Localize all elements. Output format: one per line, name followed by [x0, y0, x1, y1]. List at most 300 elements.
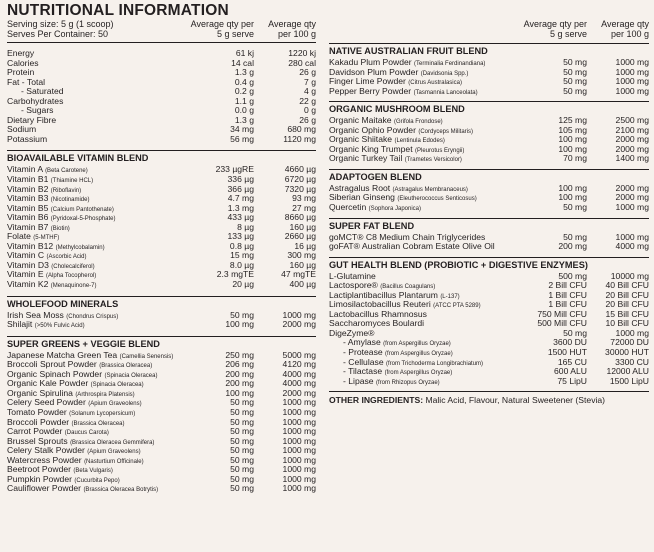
ingredient-label: Organic King Trumpet: [329, 143, 413, 154]
qty-per-100g: 4120 mg: [282, 359, 316, 370]
qty-per-serve: 50 mg: [563, 231, 587, 242]
ingredient-name: [343, 377, 440, 389]
table-row: [329, 242, 649, 252]
section-title: SUPER GREENS + VEGGIE BLEND: [7, 336, 316, 351]
col-b-line1: Average qty: [601, 19, 649, 29]
qty-per-100g: 160 µg: [289, 259, 316, 270]
ingredient-label: Brussel Sprouts: [7, 435, 68, 446]
table-row: [7, 484, 316, 494]
ingredient-source: (Beta Carotene): [45, 168, 88, 175]
qty-per-serve: 50 mg: [563, 202, 587, 213]
qty-per-100g: 16 µg: [294, 240, 316, 251]
ingredient-label: Vitamin B5: [7, 202, 49, 213]
qty-per-100g: 160 µg: [289, 221, 316, 232]
ingredient-source: (from Aspergillus Oryzae): [383, 341, 451, 348]
qty-per-serve: 200 mg: [558, 241, 587, 252]
ingredient-label: Celery Stalk Powder: [7, 445, 85, 456]
qty-per-serve: 56 mg: [230, 133, 254, 144]
ingredient-label: Carbohydrates: [7, 95, 64, 106]
ingredient-label: Broccoli Powder: [7, 416, 70, 427]
section-title: WHOLEFOOD MINERALS: [7, 296, 316, 311]
right-blocks: [329, 43, 649, 405]
ingredient-source: (Terminalia Ferdinandiana): [414, 61, 486, 67]
qty-per-100g: 1000 mg: [615, 76, 649, 87]
blend-section: [7, 150, 316, 289]
ingredient-name: [329, 87, 478, 99]
qty-per-serve: 336 µg: [227, 174, 254, 185]
ingredient-source: (Brassica Oleracea): [71, 420, 125, 427]
qty-per-serve: 50 mg: [563, 85, 587, 96]
ingredient-source: (Methylcobalamin): [55, 244, 105, 251]
qty-per-serve: 0.0 g: [234, 105, 254, 116]
table-row: [7, 165, 316, 175]
qty-per-100g: 1000 mg: [282, 406, 316, 417]
servings-per-container: Serves Per Container: 50: [7, 29, 109, 39]
qty-per-serve: 50 mg: [230, 397, 254, 408]
qty-per-serve: 750 Mill CFU: [537, 308, 587, 319]
ingredient-label: Lactobacillus Rhamnosus: [329, 308, 427, 319]
ingredient-label: - Cellulase: [343, 356, 384, 367]
ingredient-label: Organic Spirulina: [7, 387, 73, 398]
qty-per-serve: 250 mg: [225, 349, 254, 360]
ingredient-source: (Solanum Lycopersicum): [69, 410, 136, 417]
qty-per-serve: 50 mg: [230, 426, 254, 437]
qty-per-serve: 0.8 µg: [229, 240, 254, 251]
qty-per-serve: 100 mg: [558, 182, 587, 193]
qty-per-serve: 105 mg: [558, 124, 587, 135]
qty-per-serve: 3600 DU: [553, 337, 587, 348]
ingredient-label: Kakadu Plum Powder: [329, 57, 412, 67]
ingredient-label: Siberian Ginseng: [329, 192, 395, 203]
ingredient-source: (from Aspergillus Oryzae): [385, 351, 453, 358]
ingredient-source: (Citrus Australasica): [408, 80, 462, 87]
ingredient-label: Calories: [7, 57, 39, 68]
ingredient-source: (Camellia Senensis): [119, 353, 174, 360]
qty-per-100g: 93 mg: [292, 193, 316, 204]
qty-per-serve: 1.3 g: [234, 67, 254, 78]
qty-per-serve: 50 mg: [230, 445, 254, 456]
qty-per-100g: 400 µg: [289, 279, 316, 290]
qty-per-100g: 10 Bill CFU: [605, 318, 649, 329]
ingredient-label: Limosilactobacillus Reuteri: [329, 299, 431, 310]
ingredient-source: (Menaquinone-7): [50, 283, 97, 290]
blend-section: [329, 169, 649, 213]
qty-per-100g: 2660 µg: [284, 231, 316, 242]
ingredient-source: (Cordyceps Militaris): [418, 128, 474, 135]
qty-per-100g: 1000 mg: [282, 397, 316, 408]
ingredient-source: (Chondrus Crispus): [66, 313, 119, 320]
ingredient-source: (Bacillus Coagulans): [380, 284, 436, 291]
ingredient-label: Quercetin: [329, 202, 367, 213]
table-row: [7, 223, 316, 233]
qty-per-serve: 100 mg: [558, 143, 587, 154]
ingredient-label: Carrot Powder: [7, 426, 63, 437]
table-row: [329, 319, 649, 329]
ingredient-source: (Brassica Oleracea Botrytis): [83, 487, 159, 494]
qty-per-100g: 26 g: [299, 67, 316, 78]
qty-per-100g: 1000 mg: [615, 85, 649, 96]
col-b-line1: Average qty: [268, 19, 316, 29]
qty-per-100g: 1000 mg: [282, 435, 316, 446]
qty-per-serve: 2.3 mgTE: [216, 269, 254, 280]
table-row: [7, 194, 316, 204]
qty-per-serve: 366 µg: [227, 183, 254, 194]
qty-per-serve: 133 µg: [227, 231, 254, 242]
ingredient-label: Vitamin C: [7, 250, 45, 261]
ingredient-label: Watercress Powder: [7, 454, 82, 465]
qty-per-100g: 2000 mg: [615, 134, 649, 145]
col-a-line1: Average qty per: [190, 19, 254, 29]
table-row: [7, 311, 316, 321]
ingredient-source: (Astragalus Membranaceus): [392, 186, 468, 193]
ingredient-label: Vitamin B7: [7, 221, 49, 232]
table-row: [329, 154, 649, 164]
qty-per-serve: 0.4 g: [234, 76, 254, 87]
qty-per-100g: 27 mg: [292, 202, 316, 213]
ingredient-label: Organic Ophio Powder: [329, 124, 416, 135]
blend-section: [7, 296, 316, 330]
col-a-line2: 5 g serve: [549, 29, 587, 39]
ingredient-source: (Ascorbic Acid): [46, 254, 87, 261]
ingredient-label: Pumpkin Powder: [7, 473, 72, 484]
qty-per-100g: 1000 mg: [282, 309, 316, 320]
ingredient-source: (Riboflavin): [50, 187, 82, 194]
ingredient-source: (Nasturtium Officinale): [84, 458, 144, 465]
qty-per-100g: 3300 CU: [615, 356, 649, 367]
table-row: [7, 185, 316, 195]
qty-per-100g: 20 Bill CFU: [605, 299, 649, 310]
table-row: [7, 251, 316, 261]
table-row: [7, 261, 316, 271]
ingredient-name: [329, 154, 462, 166]
table-row: [7, 68, 316, 78]
qty-per-serve: 0.2 g: [234, 86, 254, 97]
ingredient-label: Vitamin B2: [7, 183, 49, 194]
ingredient-source: (Sophora Japonica): [368, 206, 422, 213]
qty-per-100g: 1000 mg: [615, 57, 649, 67]
ingredient-source: (Lentinula Edodes): [394, 138, 445, 145]
ingredient-source: (Eleutherococcus Senticosus): [397, 196, 477, 203]
ingredient-label: Astragalus Root: [329, 182, 391, 193]
ingredient-source: (Thiamine HCL): [50, 178, 94, 185]
qty-per-100g: 1400 mg: [615, 153, 649, 164]
ingredient-source: (Spinacia Oleracea): [90, 382, 144, 389]
qty-per-serve: 50 mg: [230, 416, 254, 427]
section-title: BIOAVAILABLE VITAMIN BLEND: [7, 150, 316, 165]
table-row: [7, 280, 316, 290]
qty-per-serve: 433 µg: [227, 212, 254, 223]
ingredient-source: (Daucus Carota): [64, 430, 109, 437]
qty-per-serve: 100 mg: [225, 387, 254, 398]
ingredient-label: Folate: [7, 231, 31, 242]
qty-per-100g: 30000 HUT: [605, 347, 649, 358]
col-a-line2: 5 g serve: [216, 29, 254, 39]
qty-per-serve: 125 mg: [558, 115, 587, 126]
qty-per-100g: 1000 mg: [282, 464, 316, 475]
qty-per-100g: 40 Bill CFU: [605, 280, 649, 291]
qty-per-100g: 2000 mg: [282, 387, 316, 398]
col-b-line2: per 100 g: [277, 29, 316, 39]
ingredient-source: (Apium Graveolens): [87, 449, 141, 456]
ingredient-source: (>50% Fulvic Acid): [34, 323, 85, 330]
other-ingredients-text: Malic Acid, Flavour, Natural Sweetener (Stevia): [423, 395, 606, 406]
qty-per-serve: 50 mg: [563, 76, 587, 87]
ingredient-source: (Cholecalciferol): [51, 263, 95, 270]
table-row: [7, 242, 316, 252]
table-row: [329, 377, 649, 387]
qty-per-serve: 8 µg: [237, 221, 254, 232]
table-row: [7, 204, 316, 214]
ingredient-label: Sodium: [7, 124, 37, 135]
nutrient-table: [7, 42, 316, 144]
qty-per-100g: 2000 mg: [615, 192, 649, 203]
ingredient-label: Broccoli Sprout Powder: [7, 359, 97, 370]
qty-per-serve: 50 mg: [230, 435, 254, 446]
blend-section: [329, 43, 649, 96]
ingredient-label: DigeZyme®: [329, 327, 375, 338]
ingredient-label: L-Glutamine: [329, 270, 376, 281]
table-row: [7, 125, 316, 135]
ingredient-label: Organic Shiitake: [329, 134, 393, 145]
blend-section: [329, 218, 649, 252]
table-row: [7, 175, 316, 185]
ingredient-label: Potassium: [7, 133, 48, 144]
qty-per-100g: 7320 µg: [284, 183, 316, 194]
serving-size: Serving size: 5 g (1 scoop): [7, 19, 114, 29]
qty-per-100g: 1000 mg: [282, 473, 316, 484]
ingredient-source: (ATCC PTA 5289): [433, 303, 481, 310]
col-b-line2: per 100 g: [610, 29, 649, 39]
ingredient-source: (Spinacia Oleracea): [104, 372, 158, 379]
ingredient-label: Celery Seed Powder: [7, 397, 86, 408]
ingredient-label: Organic Spinach Powder: [7, 368, 103, 379]
qty-per-serve: 100 mg: [558, 192, 587, 203]
qty-per-serve: 61 kj: [235, 48, 254, 58]
qty-per-serve: 50 mg: [230, 406, 254, 417]
ingredient-label: - Amylase: [343, 337, 381, 348]
table-row: [329, 87, 649, 97]
other-ingredients: [329, 391, 649, 405]
ingredient-label: Lactospore®: [329, 280, 378, 291]
ingredient-label: - Sugars: [21, 105, 54, 116]
qty-per-serve: 4.7 mg: [227, 193, 254, 204]
ingredient-label: Vitamin B6: [7, 212, 49, 223]
qty-per-serve: 15 mg: [230, 250, 254, 261]
qty-per-100g: 2000 mg: [282, 319, 316, 330]
qty-per-100g: 2000 mg: [615, 182, 649, 193]
ingredient-source: (Brassica Oleracea Gemmifera): [70, 439, 155, 446]
ingredient-label: Organic Turkey Tail: [329, 153, 403, 164]
ingredient-label: Dietary Fibre: [7, 114, 57, 125]
ingredient-source: (5-MTHF): [33, 235, 60, 242]
qty-per-100g: 12000 ALU: [606, 366, 649, 377]
section-title: ADAPTOGEN BLEND: [329, 169, 649, 184]
qty-per-serve: 165 CU: [557, 356, 587, 367]
qty-per-serve: 1500 HUT: [547, 347, 587, 358]
ingredient-source: (Pyridoxal-5-Phosphate): [50, 216, 116, 223]
other-ingredients-label: OTHER INGREDIENTS:: [329, 395, 424, 406]
blend-section: [329, 257, 649, 387]
qty-per-serve: 206 mg: [225, 359, 254, 370]
table-row: [7, 116, 316, 126]
ingredient-label: Japanese Matcha Green Tea: [7, 349, 118, 360]
col-a-line1: Average qty per: [523, 19, 587, 29]
table-row: [7, 135, 316, 145]
qty-per-100g: 4000 mg: [282, 378, 316, 389]
qty-per-100g: 10000 mg: [610, 270, 649, 281]
ingredient-label: Irish Sea Moss: [7, 309, 64, 320]
qty-per-serve: 8.0 µg: [229, 259, 254, 270]
qty-per-100g: 4 g: [304, 86, 316, 97]
qty-per-100g: 1220 kj: [288, 48, 316, 58]
ingredient-source: (Davidsonia Spp.): [420, 70, 469, 77]
qty-per-100g: 4000 mg: [282, 368, 316, 379]
ingredient-source: (Alpha Tocopherol): [46, 273, 97, 280]
ingredient-label: Vitamin K2: [7, 279, 49, 290]
left-blocks: [7, 42, 316, 500]
qty-per-100g: 20 Bill CFU: [605, 289, 649, 300]
blend-section: [7, 336, 316, 494]
section-title: SUPER FAT BLEND: [329, 218, 649, 233]
table-row: [7, 59, 316, 69]
qty-per-100g: 680 mg: [287, 124, 316, 135]
ingredient-name: [7, 320, 85, 332]
section-title: ORGANIC MUSHROOM BLEND: [329, 101, 649, 116]
ingredient-source: (Apium Graveolens): [88, 401, 142, 408]
qty-per-serve: 233 µgRE: [215, 164, 254, 175]
qty-per-100g: 280 cal: [288, 57, 316, 68]
ingredient-label: Tomato Powder: [7, 406, 67, 417]
qty-per-100g: 4000 mg: [615, 241, 649, 252]
ingredient-source: (Biotin): [50, 225, 70, 232]
blend-section: [329, 101, 649, 164]
ingredient-source: (Nicotinamide): [50, 197, 90, 204]
qty-per-100g: 8660 µg: [284, 212, 316, 223]
qty-per-serve: 50 mg: [563, 66, 587, 77]
ingredient-source: (Cucurbita Pepo): [74, 477, 120, 484]
ingredient-label: Vitamin B12: [7, 240, 54, 251]
qty-per-serve: 100 mg: [558, 134, 587, 145]
ingredient-label: Organic Kale Powder: [7, 378, 89, 389]
ingredient-name: [7, 135, 47, 145]
qty-per-serve: 500 mg: [558, 270, 587, 281]
qty-per-100g: 1000 mg: [615, 231, 649, 242]
qty-per-100g: 72000 DU: [610, 337, 649, 348]
qty-per-100g: 15 Bill CFU: [605, 308, 649, 319]
ingredient-label: - Saturated: [21, 86, 64, 97]
qty-per-100g: 1000 mg: [282, 454, 316, 465]
ingredient-label: Finger Lime Powder: [329, 76, 406, 87]
qty-per-100g: 2100 mg: [615, 124, 649, 135]
qty-per-100g: 1000 mg: [615, 202, 649, 213]
qty-per-serve: 600 ALU: [554, 366, 587, 377]
qty-per-100g: 1120 mg: [283, 133, 316, 144]
ingredient-label: Vitamin D3: [7, 259, 49, 270]
ingredient-label: Shilajit: [7, 319, 33, 330]
qty-per-100g: 6720 µg: [284, 174, 316, 185]
ingredient-source: (from Rhizopus Oryzae): [375, 379, 440, 386]
qty-per-100g: 22 g: [299, 95, 316, 106]
ingredient-source: (Grifola Frondose): [393, 119, 443, 126]
ingredient-source: (from Trichoderma Longibrachiatum): [386, 360, 484, 367]
qty-per-serve: 200 mg: [225, 368, 254, 379]
ingredient-label: - Protease: [343, 347, 383, 358]
qty-per-serve: 2 Bill CFU: [548, 280, 587, 291]
ingredient-source: (Pleurotus Eryngii): [414, 147, 465, 154]
ingredient-source: (Beta Vulgaris): [73, 468, 113, 475]
qty-per-serve: 50 mg: [563, 57, 587, 67]
qty-per-100g: 1000 mg: [282, 483, 316, 494]
section-title: GUT HEALTH BLEND (PROBIOTIC + DIGESTIVE ENZYMES): [329, 257, 649, 272]
ingredient-source: (Brassica Oleracea): [99, 363, 153, 370]
ingredient-label: Vitamin A: [7, 164, 43, 175]
qty-per-100g: 1000 mg: [282, 445, 316, 456]
qty-per-100g: 1000 mg: [615, 66, 649, 77]
ingredient-label: Vitamin B1: [7, 174, 49, 185]
qty-per-100g: 2000 mg: [615, 143, 649, 154]
qty-per-100g: 47 mgTE: [281, 269, 316, 280]
qty-per-100g: 4660 µg: [284, 164, 316, 175]
ingredient-label: Lactiplantibacillus Plantarum: [329, 289, 438, 300]
qty-per-100g: 1000 mg: [615, 327, 649, 338]
ingredient-source: (Tasmannia Lanceolata): [413, 89, 478, 96]
ingredient-label: Protein: [7, 67, 35, 78]
section-title: NATIVE AUSTRALIAN FRUIT BLEND: [329, 43, 649, 58]
table-row: [7, 49, 316, 59]
qty-per-serve: 500 Mill CFU: [537, 318, 587, 329]
qty-per-serve: 50 mg: [230, 483, 254, 494]
qty-per-serve: 50 mg: [563, 327, 587, 338]
qty-per-serve: 20 µg: [232, 279, 254, 290]
qty-per-serve: 200 mg: [225, 378, 254, 389]
page-title: NUTRITIONAL INFORMATION: [7, 2, 229, 19]
qty-per-serve: 100 mg: [225, 319, 254, 330]
ingredient-label: Davidson Plum Powder: [329, 66, 419, 77]
ingredient-name: [7, 280, 97, 292]
qty-per-100g: 300 mg: [287, 250, 316, 261]
qty-per-100g: 7 g: [304, 76, 316, 87]
qty-per-serve: 75 LipU: [557, 375, 587, 386]
qty-per-100g: 26 g: [299, 114, 316, 125]
qty-per-100g: 2500 mg: [615, 115, 649, 126]
qty-per-serve: 14 cal: [231, 57, 254, 68]
qty-per-serve: 50 mg: [230, 473, 254, 484]
table-row: [329, 193, 649, 203]
ingredient-label: Saccharomyces Boulardi: [329, 318, 425, 329]
ingredient-source: (Calcium Pantothenate): [50, 206, 114, 213]
qty-per-serve: 1.1 g: [234, 95, 254, 106]
table-row: [7, 270, 316, 280]
ingredient-label: Beetroot Powder: [7, 464, 72, 475]
ingredient-name: [7, 484, 158, 496]
table-row: [7, 320, 316, 330]
qty-per-serve: 34 mg: [230, 124, 254, 135]
ingredient-source: (Arthrospira Platensis): [75, 391, 135, 398]
qty-per-serve: 50 mg: [230, 454, 254, 465]
qty-per-serve: 50 mg: [230, 309, 254, 320]
qty-per-100g: 0 g: [304, 105, 316, 116]
ingredient-label: - Lipase: [343, 375, 374, 386]
ingredient-label: Vitamin E: [7, 269, 44, 280]
qty-per-serve: 1 Bill CFU: [548, 289, 587, 300]
table-row: [7, 213, 316, 223]
table-row: [329, 203, 649, 213]
qty-per-100g: 5000 mg: [282, 349, 316, 360]
ingredient-label: goMCT® C8 Medium Chain Triglycerides: [329, 231, 486, 242]
qty-per-serve: 1 Bill CFU: [548, 299, 587, 310]
ingredient-label: - Tilactase: [343, 366, 383, 377]
qty-per-serve: 50 mg: [230, 464, 254, 475]
